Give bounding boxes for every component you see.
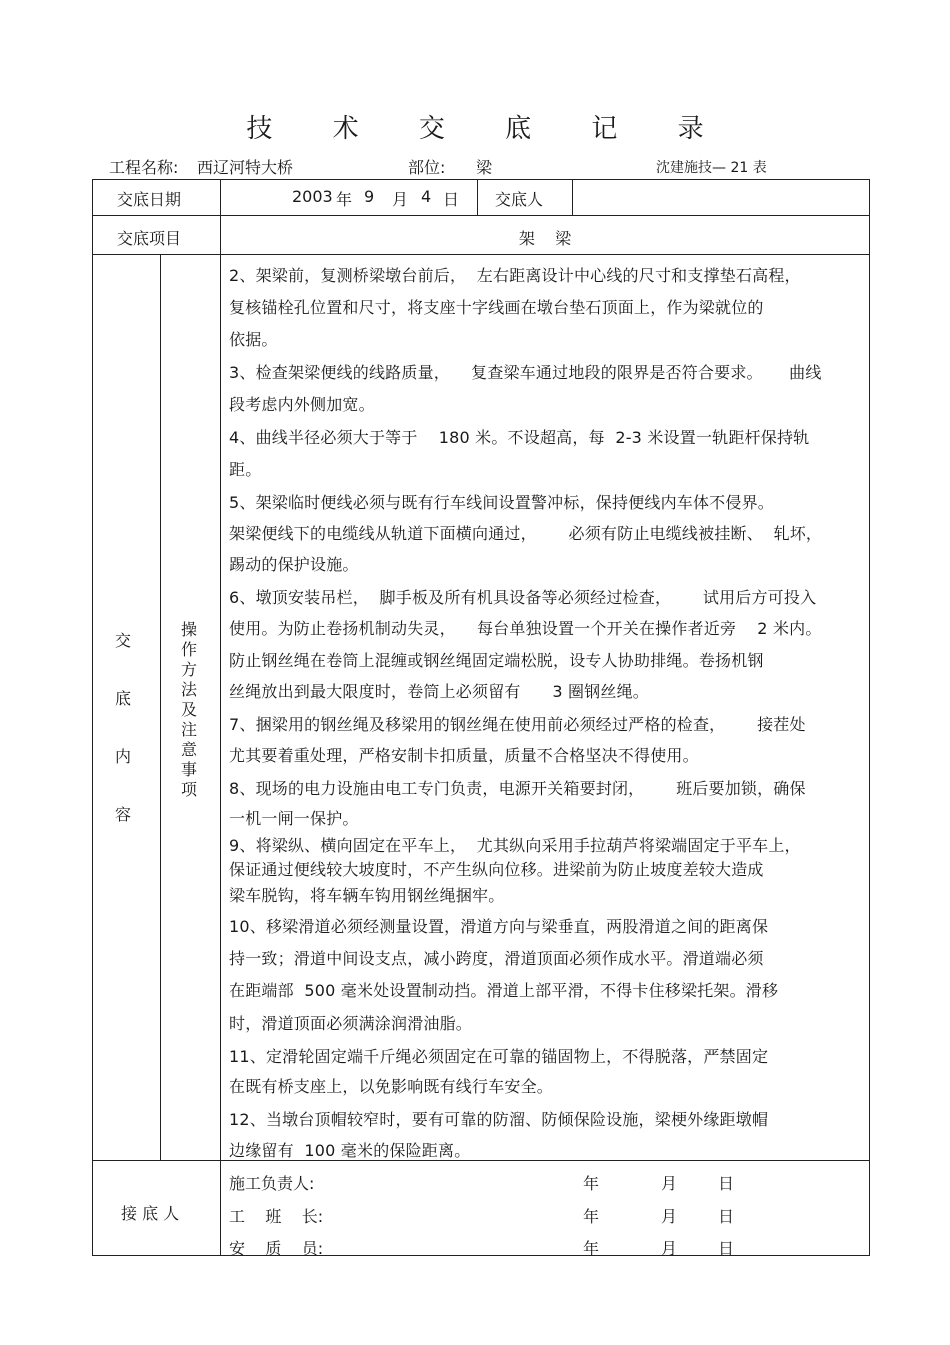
date-day-unit: 日: [443, 190, 460, 209]
content-line: 持一致；滑道中间设支点，减小跨度，滑道顶面必须作成水平。滑道端必须: [229, 949, 764, 968]
sub-char: 作: [180, 640, 197, 659]
date-year-unit: 年: [336, 190, 353, 209]
sub-char: 注: [180, 720, 197, 739]
discloser-label: 交底人: [495, 190, 544, 209]
sub-char: 事: [180, 760, 197, 779]
content-line: 4、曲线半径必须大于等于 180 米。不设超高，每 2-3 米设置一轨距杆保持轨: [229, 428, 810, 447]
content-line: 复核锚栓孔位置和尺寸，将支座十字线画在墩台垫石顶面上，作为梁就位的: [229, 298, 764, 317]
content-line: 时，滑道顶面必须满涂润滑油脂。: [229, 1014, 473, 1033]
content-line: 在既有桥支座上，以免影响既有线行车安全。: [229, 1077, 554, 1096]
content-line: 7、捆梁用的钢丝绳及移梁用的钢丝绳在使用前必须经过严格的检查， 接茬处: [229, 715, 806, 734]
content-line: 踢动的保护设施。: [229, 555, 359, 574]
content-line: 11、定滑轮固定端千斤绳必须固定在可靠的锚固物上，不得脱落，严禁固定: [229, 1047, 769, 1066]
content-line: 梁车脱钩，将车辆车钩用钢丝绳捆牢。: [229, 886, 505, 905]
content-line: 架梁便线下的电缆线从轨道下面横向通过， 必须有防止电缆线被挂断、 轧坏，: [229, 524, 823, 543]
content-line: 5、架梁临时便线必须与既有行车线间设置警冲标，保持便线内车体不侵界。: [229, 493, 774, 512]
content-line: 在距端部 500 毫米处设置制动挡。滑道上部平滑，不得卡住移梁托架。滑移: [229, 981, 779, 1000]
project-label: 工程名称:: [109, 158, 179, 177]
form-code: 沈建施技— 21 表: [656, 160, 767, 176]
section-label-disclosure-content: [113, 612, 133, 844]
part-value: 梁: [476, 158, 493, 177]
date-month-unit: 月: [392, 190, 409, 209]
sub-char: 项: [180, 780, 197, 799]
receiver-month: 月: [661, 1174, 678, 1193]
date-day: 4: [421, 187, 432, 206]
receiver-role: 安 质 员:: [229, 1239, 324, 1258]
content-line: 尤其要着重处理，严格安制卡扣质量，质量不合格坚决不得使用。: [229, 746, 699, 765]
content-line: 依据。: [229, 330, 278, 349]
section-char: 容: [114, 805, 131, 824]
content-line: 防止钢丝绳在卷筒上混缠或钢丝绳固定端松脱，设专人协助排绳。卷扬机钢: [229, 651, 764, 670]
content-line: 6、墩顶安装吊栏， 脚手板及所有机具设备等必须经过检查， 试用后方可投入: [229, 588, 817, 607]
item-value: 架 梁: [518, 229, 572, 248]
content-line: 9、将梁纵、横向固定在平车上， 尤其纵向采用手拉葫芦将梁端固定于平车上，: [229, 836, 801, 855]
section-char: 交: [114, 631, 131, 650]
receiver-day: 日: [718, 1207, 735, 1226]
content-line: 10、移梁滑道必须经测量设置，滑道方向与梁垂直，两股滑道之间的距离保: [229, 917, 769, 936]
section-char: 底: [114, 689, 131, 708]
receiver-role: 施工负责人:: [229, 1174, 315, 1193]
content-line: 段考虑内外侧加宽。: [229, 395, 375, 414]
sub-char: 及: [180, 700, 197, 719]
sub-char: 方: [180, 660, 197, 679]
content-line: 边缘留有 100 毫米的保险距离。: [229, 1141, 471, 1160]
receiver-month: 月: [661, 1207, 678, 1226]
date-label: 交底日期: [117, 190, 182, 209]
receiver-year: 年: [583, 1239, 600, 1258]
content-line: 2、架梁前，复测桥梁墩台前后， 左右距离设计中心线的尺寸和支撑垫石高程，: [229, 266, 801, 285]
content-line: 8、现场的电力设施由电工专门负责，电源开关箱要封闭， 班后要加锁，确保: [229, 779, 806, 798]
receiver-label: 接 底 人: [121, 1204, 180, 1223]
content-line: 使用。为防止卷扬机制动失灵， 每台单独设置一个开关在操作者近旁 2 米内。: [229, 619, 822, 638]
item-label: 交底项目: [117, 229, 182, 248]
content-line: 丝绳放出到最大限度时，卷筒上必须留有 3 圈钢丝绳。: [229, 682, 649, 701]
content-line: 保证通过便线较大坡度时，不产生纵向位移。进梁前为防止坡度差较大造成: [229, 860, 764, 879]
receiver-role: 工 班 长:: [229, 1207, 324, 1226]
date-year: 2003: [292, 187, 333, 206]
sub-char: 意: [180, 740, 197, 759]
section-label-operation-notes: [179, 620, 199, 800]
part-label: 部位:: [408, 158, 446, 177]
receiver-year: 年: [583, 1174, 600, 1193]
date-month: 9: [364, 187, 375, 206]
content-line: 一机一闸一保护。: [229, 809, 359, 828]
content-line: 距。: [229, 460, 262, 479]
content-line: 12、当墩台顶帽较窄时，要有可靠的防溜、防倾保险设施，梁梗外缘距墩帽: [229, 1110, 769, 1129]
receiver-day: 日: [718, 1239, 735, 1258]
receiver-day: 日: [718, 1174, 735, 1193]
sub-char: 操: [180, 620, 197, 639]
section-char: 内: [114, 747, 131, 766]
project-name: 西辽河特大桥: [197, 158, 294, 177]
receiver-month: 月: [661, 1239, 678, 1258]
page-title: 技 术 交 底 记 录: [246, 114, 730, 144]
receiver-year: 年: [583, 1207, 600, 1226]
sub-char: 法: [180, 680, 197, 699]
content-line: 3、检查架梁便线的线路质量， 复查梁车通过地段的限界是否符合要求。 曲线: [229, 363, 822, 382]
